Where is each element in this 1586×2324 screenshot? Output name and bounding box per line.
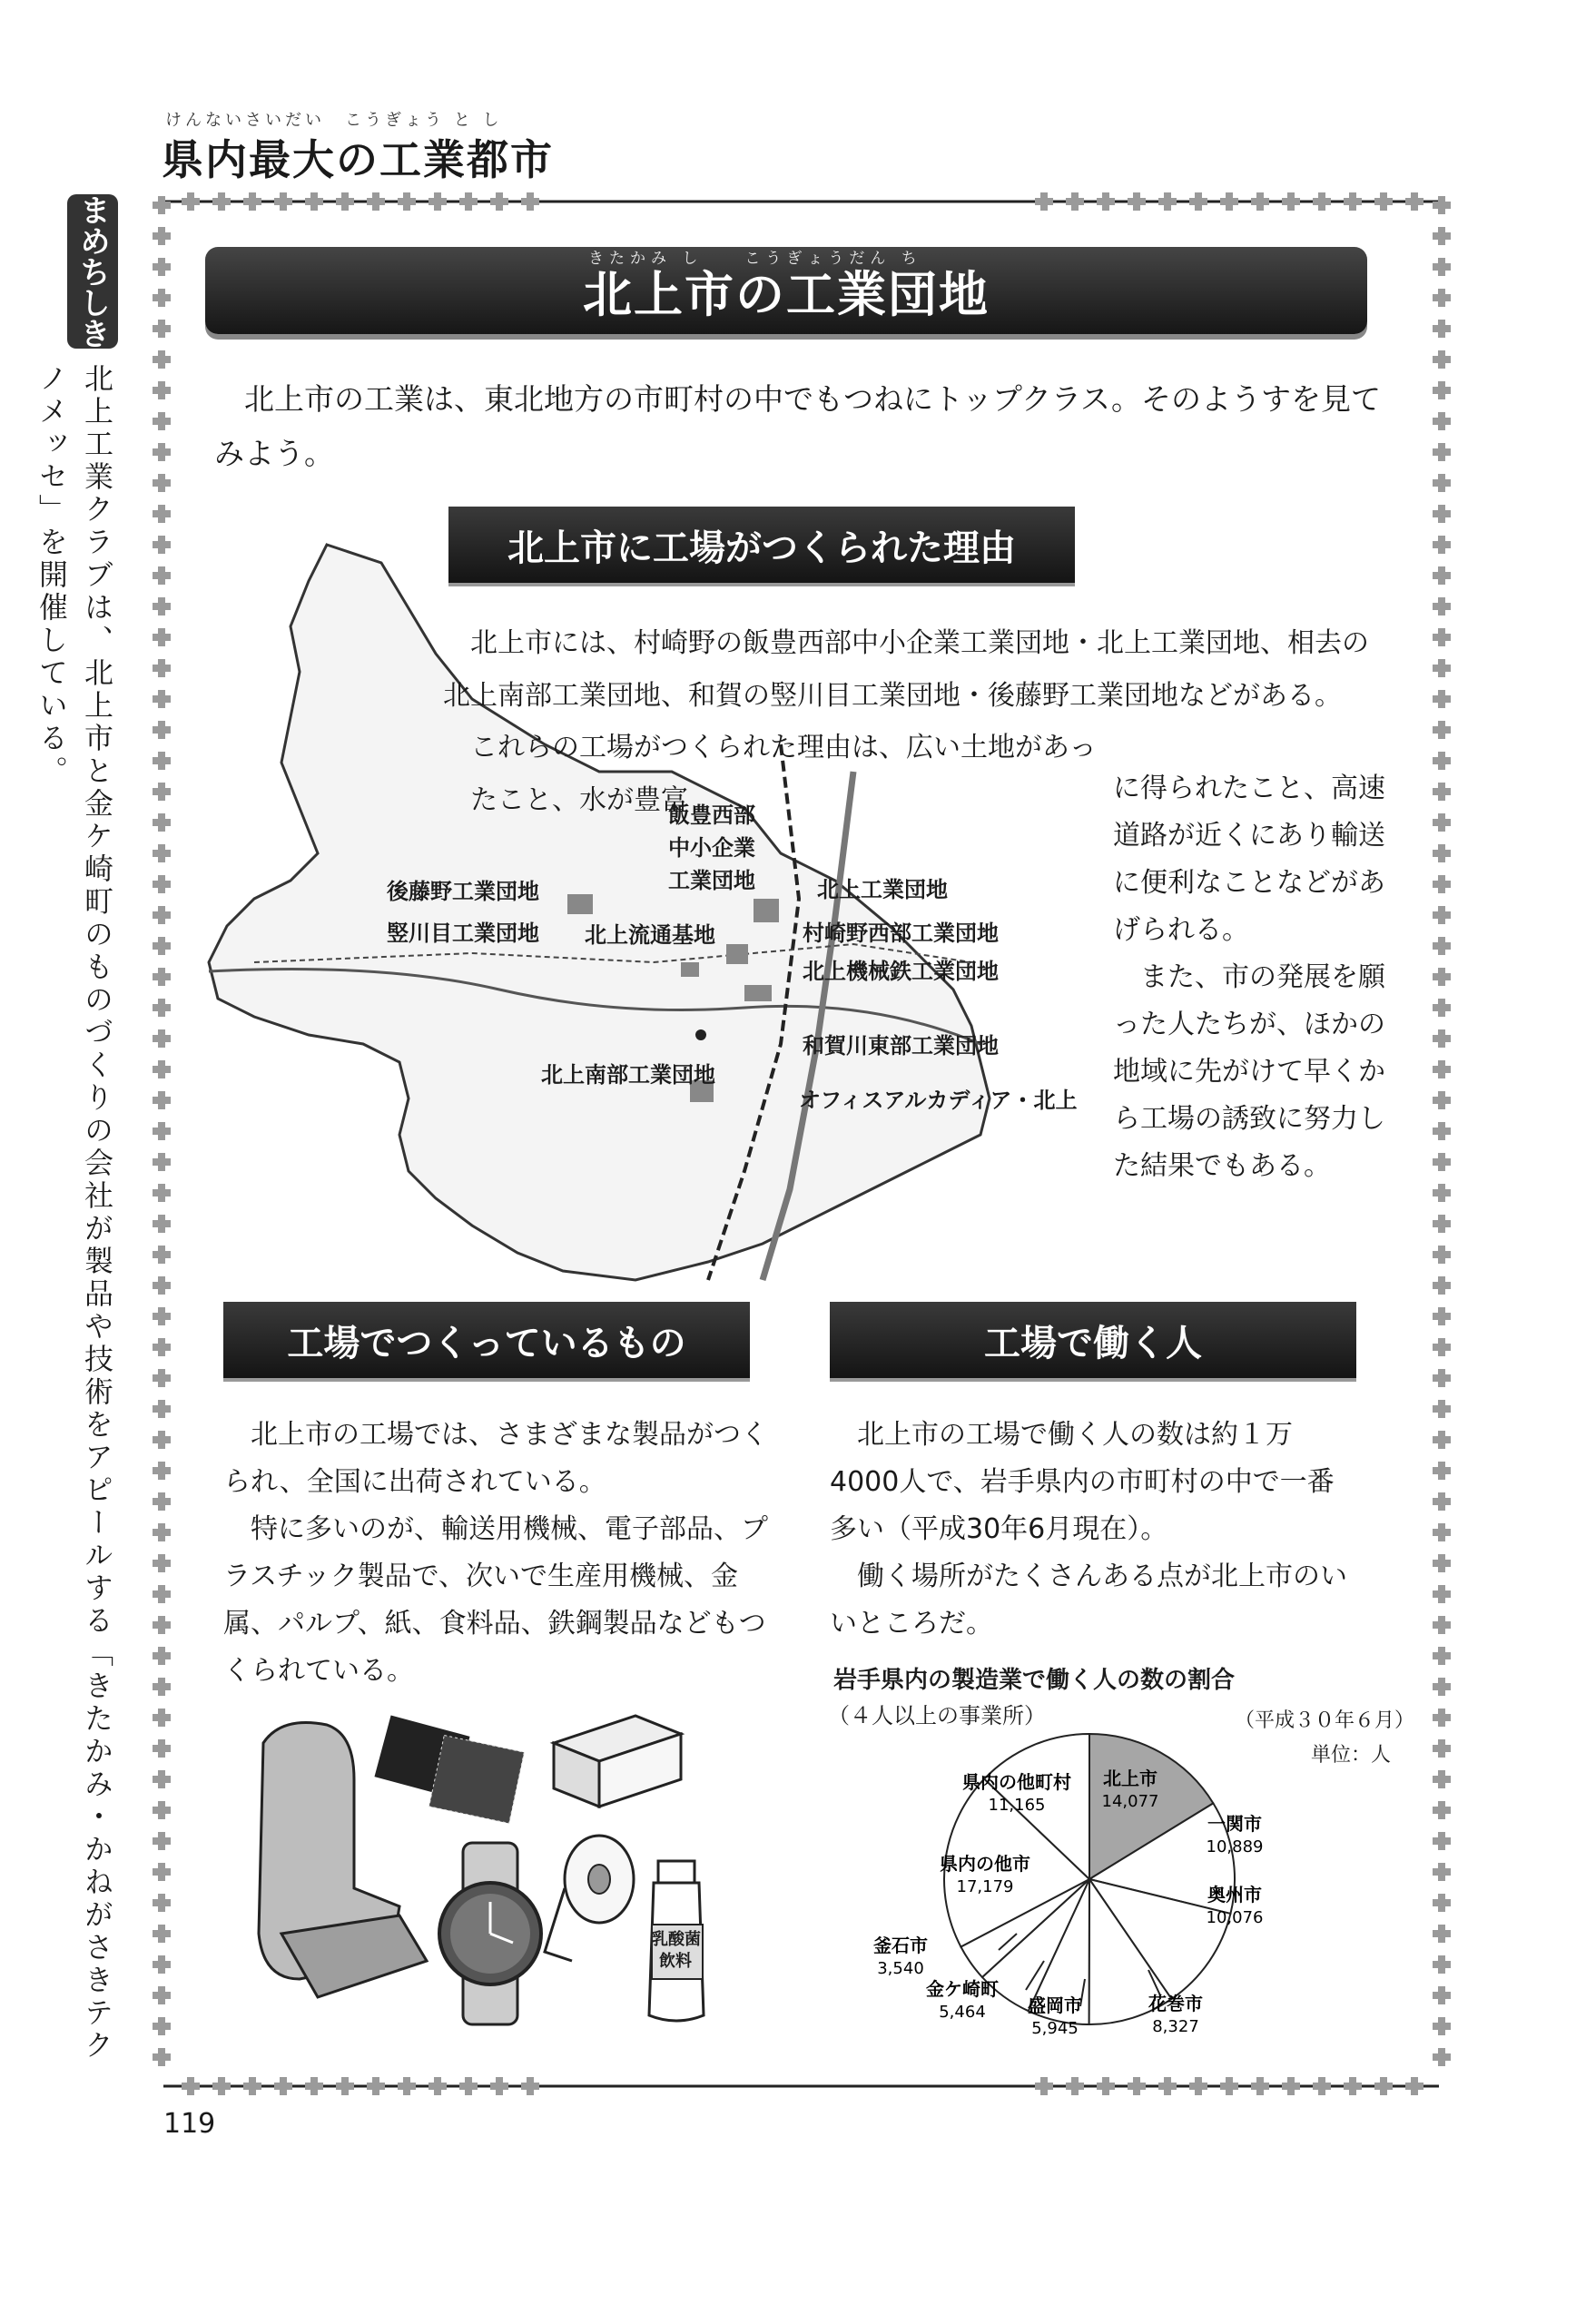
reason-paragraph-2: これらの工場がつくられた理由は、広い土地があったこと、水が豊富 xyxy=(470,732,1097,816)
map-label-wagagawa: 和賀川東部工業団地 xyxy=(803,1033,999,1059)
frame-plus-mark xyxy=(1433,721,1451,739)
things-text xyxy=(223,1412,777,1695)
frame-plus-mark xyxy=(153,937,171,955)
work-paragraph-1: 北上市の工場で働く人の数は約１万4000人で、岩手県内の市町村の中で一番多い（平成30年6月現在）。 xyxy=(830,1419,1335,1545)
products-illustration xyxy=(245,1707,754,2034)
frame-plus-mark xyxy=(1433,1307,1451,1325)
frame-plus-mark xyxy=(1433,1462,1451,1480)
frame-plus-mark xyxy=(1433,1925,1451,1943)
frame-plus-mark xyxy=(1433,875,1451,893)
frame-plus-mark xyxy=(153,1246,171,1264)
frame-plus-mark xyxy=(1251,2077,1269,2095)
bottle-label-1: 乳酸菌 xyxy=(652,1930,701,1949)
frame-plus-mark xyxy=(1282,2077,1300,2095)
frame-plus-mark xyxy=(1433,1122,1451,1140)
frame-plus-mark xyxy=(153,258,171,276)
frame-plus-mark xyxy=(153,505,171,523)
frame-plus-mark xyxy=(153,1863,171,1881)
bottle-label-2: 飲料 xyxy=(659,1952,692,1971)
frame-plus-mark xyxy=(153,1122,171,1140)
frame-plus-mark xyxy=(1433,566,1451,585)
chart-unit: 単位：人 xyxy=(1311,1744,1392,1767)
frame-plus-mark xyxy=(153,999,171,1017)
map-label-nanbu: 北上南部工業団地 xyxy=(541,1062,715,1088)
chart-date-note: （平成３０年６月） xyxy=(1235,1709,1415,1732)
frame-plus-mark xyxy=(153,1523,171,1541)
frame-plus-mark xyxy=(1433,350,1451,369)
pie-slice-value: 5,464 xyxy=(939,2003,986,2022)
frame-plus-mark xyxy=(521,192,539,211)
page-title: 県内最大の工業都市 xyxy=(162,135,554,184)
work-text xyxy=(830,1412,1356,1648)
frame-plus-mark xyxy=(153,2017,171,2035)
frame-plus-mark xyxy=(1433,1709,1451,1727)
frame-plus-mark xyxy=(1433,1863,1451,1881)
frame-plus-mark xyxy=(1433,289,1451,307)
frame-plus-mark xyxy=(367,192,385,211)
frame-plus-mark xyxy=(1433,1431,1451,1449)
frame-plus-mark xyxy=(153,1184,171,1202)
frame-plus-mark xyxy=(1433,813,1451,832)
map-label-iitoyo: 飯豊西部 xyxy=(668,803,755,828)
frame-plus-mark xyxy=(1433,999,1451,1017)
frame-plus-mark xyxy=(153,1091,171,1109)
frame-plus-mark xyxy=(153,289,171,307)
map-label-murasakino: 村崎野西部工業団地 xyxy=(803,921,999,946)
frame-plus-mark xyxy=(1282,192,1300,211)
frame-plus-mark xyxy=(1433,1060,1451,1078)
map-label-office: オフィスアルカディア・北上 xyxy=(799,1088,1078,1113)
frame-plus-mark xyxy=(153,1986,171,2004)
frame-plus-mark xyxy=(153,1369,171,1387)
frame-plus-mark xyxy=(305,2077,323,2095)
frame-plus-mark xyxy=(153,1338,171,1356)
pie-slice-value: 14,077 xyxy=(1101,1792,1159,1811)
frame-plus-mark xyxy=(490,2077,508,2095)
frame-plus-mark xyxy=(212,2077,231,2095)
frame-plus-mark xyxy=(153,2048,171,2066)
frame-plus-mark xyxy=(1433,2017,1451,2035)
frame-plus-mark xyxy=(153,1955,171,1974)
frame-plus-mark xyxy=(1433,628,1451,646)
page-number: 119 xyxy=(163,2108,216,2140)
map-label-kogyodanchi: 工業団地 xyxy=(668,868,755,893)
frame-plus-mark xyxy=(1158,2077,1177,2095)
toilet-paper-icon xyxy=(545,1836,634,1961)
frame-plus-mark xyxy=(153,1029,171,1048)
frame-plus-mark xyxy=(153,1431,171,1449)
frame-plus-mark xyxy=(1433,1739,1451,1758)
chart-subtitle: （４人以上の事業所） xyxy=(828,1703,1046,1728)
pie-slice-value: 11,165 xyxy=(988,1796,1046,1815)
pie-slice-value: 3,540 xyxy=(877,1959,924,1978)
pie-slice-value: 5,945 xyxy=(1031,2019,1079,2038)
frame-plus-mark xyxy=(1433,1832,1451,1850)
things-paragraph-1: 北上市の工場では、さまざまな製品がつくられ、全国に出荷されている。 xyxy=(223,1419,768,1498)
frame-plus-mark xyxy=(212,192,231,211)
pie-slice-value: 8,327 xyxy=(1152,2017,1199,2036)
frame-plus-mark xyxy=(153,628,171,646)
frame-plus-mark xyxy=(1374,192,1393,211)
pie-slice-label: 北上市 xyxy=(1103,1768,1157,1789)
frame-plus-mark xyxy=(1433,1492,1451,1511)
map-label-tategawame: 竪川目工業団地 xyxy=(387,921,539,946)
frame-plus-mark xyxy=(1158,192,1177,211)
reason-heading: 北上市に工場がつくられた理由 xyxy=(507,527,1016,569)
pie-slice-value: 17,179 xyxy=(956,1877,1014,1896)
frame-plus-mark xyxy=(336,192,354,211)
frame-plus-mark xyxy=(1128,192,1146,211)
frame-plus-mark xyxy=(153,968,171,986)
frame-plus-mark xyxy=(1220,2077,1238,2095)
frame-plus-mark xyxy=(153,196,171,214)
frame-plus-mark xyxy=(1344,2077,1362,2095)
frame-plus-mark xyxy=(1035,192,1053,211)
frame-plus-mark xyxy=(1251,192,1269,211)
main-banner-ruby: きたかみ し こうぎょうだん ち xyxy=(588,250,922,268)
pie-slice-label: 県内の他町村 xyxy=(962,1771,1071,1793)
frame-plus-mark xyxy=(1433,320,1451,338)
map-label-kikai: 北上機械鉄工業団地 xyxy=(803,959,999,984)
frame-plus-mark xyxy=(459,2077,478,2095)
things-banner xyxy=(223,1302,750,1378)
frame-plus-mark xyxy=(153,1060,171,1078)
frame-plus-mark xyxy=(1189,192,1207,211)
frame-plus-mark xyxy=(429,192,447,211)
pie-slice-value: 10,076 xyxy=(1206,1908,1264,1927)
frame-plus-mark xyxy=(1433,1246,1451,1264)
frame-plus-mark xyxy=(153,1400,171,1418)
manufacturing-pie-chart xyxy=(817,1707,1398,2052)
frame-plus-mark xyxy=(1433,536,1451,554)
map-label-gotono: 後藤野工業団地 xyxy=(387,879,539,904)
frame-plus-mark xyxy=(1433,1276,1451,1295)
frame-plus-mark xyxy=(398,2077,416,2095)
map-park-marker xyxy=(744,985,772,1001)
frame-plus-mark xyxy=(521,2077,539,2095)
frame-plus-mark xyxy=(1433,1369,1451,1387)
mamechishiki-tab: まめちしき xyxy=(67,194,118,349)
reason-paragraph-1: 北上市には、村崎野の飯豊西部中小企業工業団地・北上工業団地、相去の北上南部工業団地、和賀の竪川目工業団地・後藤野工業団地などがある。 xyxy=(443,627,1369,712)
frame-plus-mark xyxy=(153,1647,171,1665)
frame-plus-mark xyxy=(398,192,416,211)
frame-plus-mark xyxy=(153,1215,171,1233)
things-paragraph-2: 特に多いのが、輸送用機械、電子部品、プラスチック製品で、次いで生産用機械、金属、パルプ、紙、食料品、鉄鋼製品などもつくられている。 xyxy=(223,1513,768,1687)
frame-plus-mark xyxy=(1433,597,1451,615)
map-park-marker xyxy=(754,899,779,922)
frame-plus-mark xyxy=(153,1739,171,1758)
frame-plus-mark xyxy=(153,566,171,585)
side-note-text: 北上工業クラブは、北上市と金ケ崎町のものづくりの会社が製品や技術をアピールする「きたかみ・かねがさきテクノメッセ」を開催している。 xyxy=(34,363,114,2063)
frame-plus-mark xyxy=(153,1770,171,1788)
frame-plus-mark xyxy=(274,192,292,211)
pie-slice-label: 盛岡市 xyxy=(1028,1994,1082,2016)
frame-plus-mark xyxy=(1433,906,1451,924)
frame-plus-mark xyxy=(243,192,261,211)
work-paragraph-2: 働く場所がたくさんある点が北上市のいいところだ。 xyxy=(830,1561,1347,1640)
frame-plus-mark xyxy=(274,2077,292,2095)
map-point xyxy=(695,1029,706,1040)
pie-slice-label: 奥州市 xyxy=(1207,1884,1262,1905)
frame-plus-mark xyxy=(153,1894,171,1912)
frame-plus-mark xyxy=(153,1153,171,1171)
frame-plus-mark xyxy=(153,227,171,245)
frame-plus-mark xyxy=(305,192,323,211)
frame-plus-mark xyxy=(153,474,171,492)
frame-plus-mark xyxy=(1405,192,1423,211)
frame-plus-mark xyxy=(153,783,171,801)
frame-plus-mark xyxy=(153,1709,171,1727)
pie-slice-label: 金ケ崎町 xyxy=(926,1978,999,2000)
frame-plus-mark xyxy=(1433,1770,1451,1788)
pie-slice-value: 10,889 xyxy=(1206,1837,1264,1856)
frame-plus-mark xyxy=(1433,1955,1451,1974)
frame-plus-mark xyxy=(1433,1894,1451,1912)
frame-plus-mark xyxy=(1433,381,1451,399)
chart-title: 岩手県内の製造業で働く人の数の割合 xyxy=(833,1667,1236,1694)
frame-plus-mark xyxy=(1433,1029,1451,1048)
frame-plus-mark xyxy=(1433,937,1451,955)
frame-plus-mark xyxy=(1433,1523,1451,1541)
frame-plus-mark xyxy=(1035,2077,1053,2095)
frame-plus-mark xyxy=(1433,844,1451,862)
frame-plus-mark xyxy=(153,875,171,893)
map-park-marker xyxy=(726,944,748,964)
frame-plus-mark xyxy=(1189,2077,1207,2095)
frame-plus-mark xyxy=(182,192,200,211)
frame-plus-mark xyxy=(1433,690,1451,708)
frame-plus-mark xyxy=(1405,2077,1423,2095)
frame-plus-mark xyxy=(1433,2048,1451,2066)
main-banner-title: 北上市の工業団地 xyxy=(583,265,990,323)
frame-plus-mark xyxy=(153,1925,171,1943)
frame-plus-mark xyxy=(1433,474,1451,492)
frame-plus-mark xyxy=(1313,2077,1331,2095)
pie-slice-label: 花巻市 xyxy=(1148,1993,1203,2014)
frame-plus-mark xyxy=(153,597,171,615)
frame-plus-mark xyxy=(1433,1678,1451,1696)
frame-plus-mark xyxy=(153,1276,171,1295)
work-heading: 工場で働く人 xyxy=(984,1322,1202,1364)
pie-slice-label: 県内の他市 xyxy=(940,1853,1030,1875)
frame-plus-mark xyxy=(336,2077,354,2095)
frame-plus-mark xyxy=(1313,192,1331,211)
reason-paragraph-3: に得られたこと、高速道路が近くにあり輸送に便利なことなどがあげられる。 xyxy=(1113,773,1385,946)
reason-paragraph-continued xyxy=(1113,765,1385,1190)
map-label-chusho: 中小企業 xyxy=(668,835,755,861)
frame-plus-mark xyxy=(153,1678,171,1696)
frame-plus-mark xyxy=(153,690,171,708)
frame-plus-mark xyxy=(1433,1215,1451,1233)
things-heading: 工場でつくっているもの xyxy=(287,1322,686,1364)
map-label-kitakami-kogyo: 北上工業団地 xyxy=(817,877,948,902)
frame-plus-mark xyxy=(1344,192,1362,211)
intro-text: 北上市の工業は、東北地方の市町村の中でもつねにトップクラス。そのようすを見てみよう。 xyxy=(214,381,1382,471)
frame-plus-mark xyxy=(1433,227,1451,245)
tissue-box-icon xyxy=(554,1716,681,1807)
frame-plus-mark xyxy=(1433,968,1451,986)
frame-plus-mark xyxy=(153,844,171,862)
frame-plus-mark xyxy=(1097,192,1115,211)
frame-plus-mark xyxy=(153,906,171,924)
page-title-ruby: けんないさいだい こうぎょう と し xyxy=(165,111,503,130)
frame-plus-mark xyxy=(1433,1184,1451,1202)
electronic-chip-icon xyxy=(374,1716,524,1824)
frame-plus-mark xyxy=(1433,1585,1451,1603)
frame-plus-mark xyxy=(182,2077,200,2095)
map-park-marker xyxy=(567,894,593,914)
frame-plus-mark xyxy=(153,1832,171,1850)
frame-plus-mark xyxy=(1433,1153,1451,1171)
frame-plus-mark xyxy=(1433,412,1451,430)
frame-plus-mark xyxy=(1066,192,1084,211)
pie-slice-label: 釜石市 xyxy=(873,1935,928,1956)
frame-plus-mark xyxy=(1066,2077,1084,2095)
reason-paragraph-4: また、市の発展を願った人たちが、ほかの地域に先がけて早くから工場の誘致に努力した結果でもある。 xyxy=(1113,961,1385,1182)
map-label-ryutsu: 北上流通基地 xyxy=(585,922,715,948)
frame-plus-mark xyxy=(153,1307,171,1325)
frame-plus-mark xyxy=(153,1554,171,1572)
frame-plus-mark xyxy=(153,350,171,369)
frame-plus-mark xyxy=(153,1616,171,1634)
frame-plus-mark xyxy=(429,2077,447,2095)
frame-plus-mark xyxy=(1097,2077,1115,2095)
work-banner xyxy=(830,1302,1356,1378)
frame-plus-mark xyxy=(1433,1091,1451,1109)
frame-plus-mark xyxy=(153,659,171,677)
frame-plus-mark xyxy=(367,2077,385,2095)
frame-plus-mark xyxy=(490,192,508,211)
frame-plus-mark xyxy=(1220,192,1238,211)
frame-plus-mark xyxy=(243,2077,261,2095)
frame-plus-mark xyxy=(1128,2077,1146,2095)
frame-plus-mark xyxy=(153,1492,171,1511)
frame-plus-mark xyxy=(1433,196,1451,214)
map-park-marker xyxy=(681,962,699,977)
frame-plus-mark xyxy=(1433,1986,1451,2004)
frame-plus-mark xyxy=(153,412,171,430)
frame-plus-mark xyxy=(1433,783,1451,801)
frame-plus-mark xyxy=(1433,1616,1451,1634)
frame-plus-mark xyxy=(1433,1801,1451,1819)
frame-plus-mark xyxy=(459,192,478,211)
frame-plus-mark xyxy=(153,721,171,739)
frame-plus-mark xyxy=(153,381,171,399)
frame-plus-mark xyxy=(153,443,171,461)
wristwatch-icon xyxy=(439,1843,541,2024)
frame-plus-mark xyxy=(153,813,171,832)
frame-plus-mark xyxy=(1433,258,1451,276)
frame-plus-mark xyxy=(153,320,171,338)
frame-plus-mark xyxy=(1433,1647,1451,1665)
frame-plus-mark xyxy=(1433,752,1451,770)
frame-plus-mark xyxy=(1433,1400,1451,1418)
frame-plus-mark xyxy=(153,1462,171,1480)
frame-plus-mark xyxy=(153,536,171,554)
frame-plus-mark xyxy=(1433,659,1451,677)
frame-plus-mark xyxy=(153,752,171,770)
frame-plus-mark xyxy=(153,1801,171,1819)
frame-plus-mark xyxy=(1433,1338,1451,1356)
frame-plus-mark xyxy=(1433,443,1451,461)
pie-slice-label: 一関市 xyxy=(1207,1813,1262,1835)
frame-plus-mark xyxy=(1374,2077,1393,2095)
frame-plus-mark xyxy=(153,1585,171,1603)
frame-plus-mark xyxy=(1433,505,1451,523)
frame-plus-mark xyxy=(1433,1554,1451,1572)
